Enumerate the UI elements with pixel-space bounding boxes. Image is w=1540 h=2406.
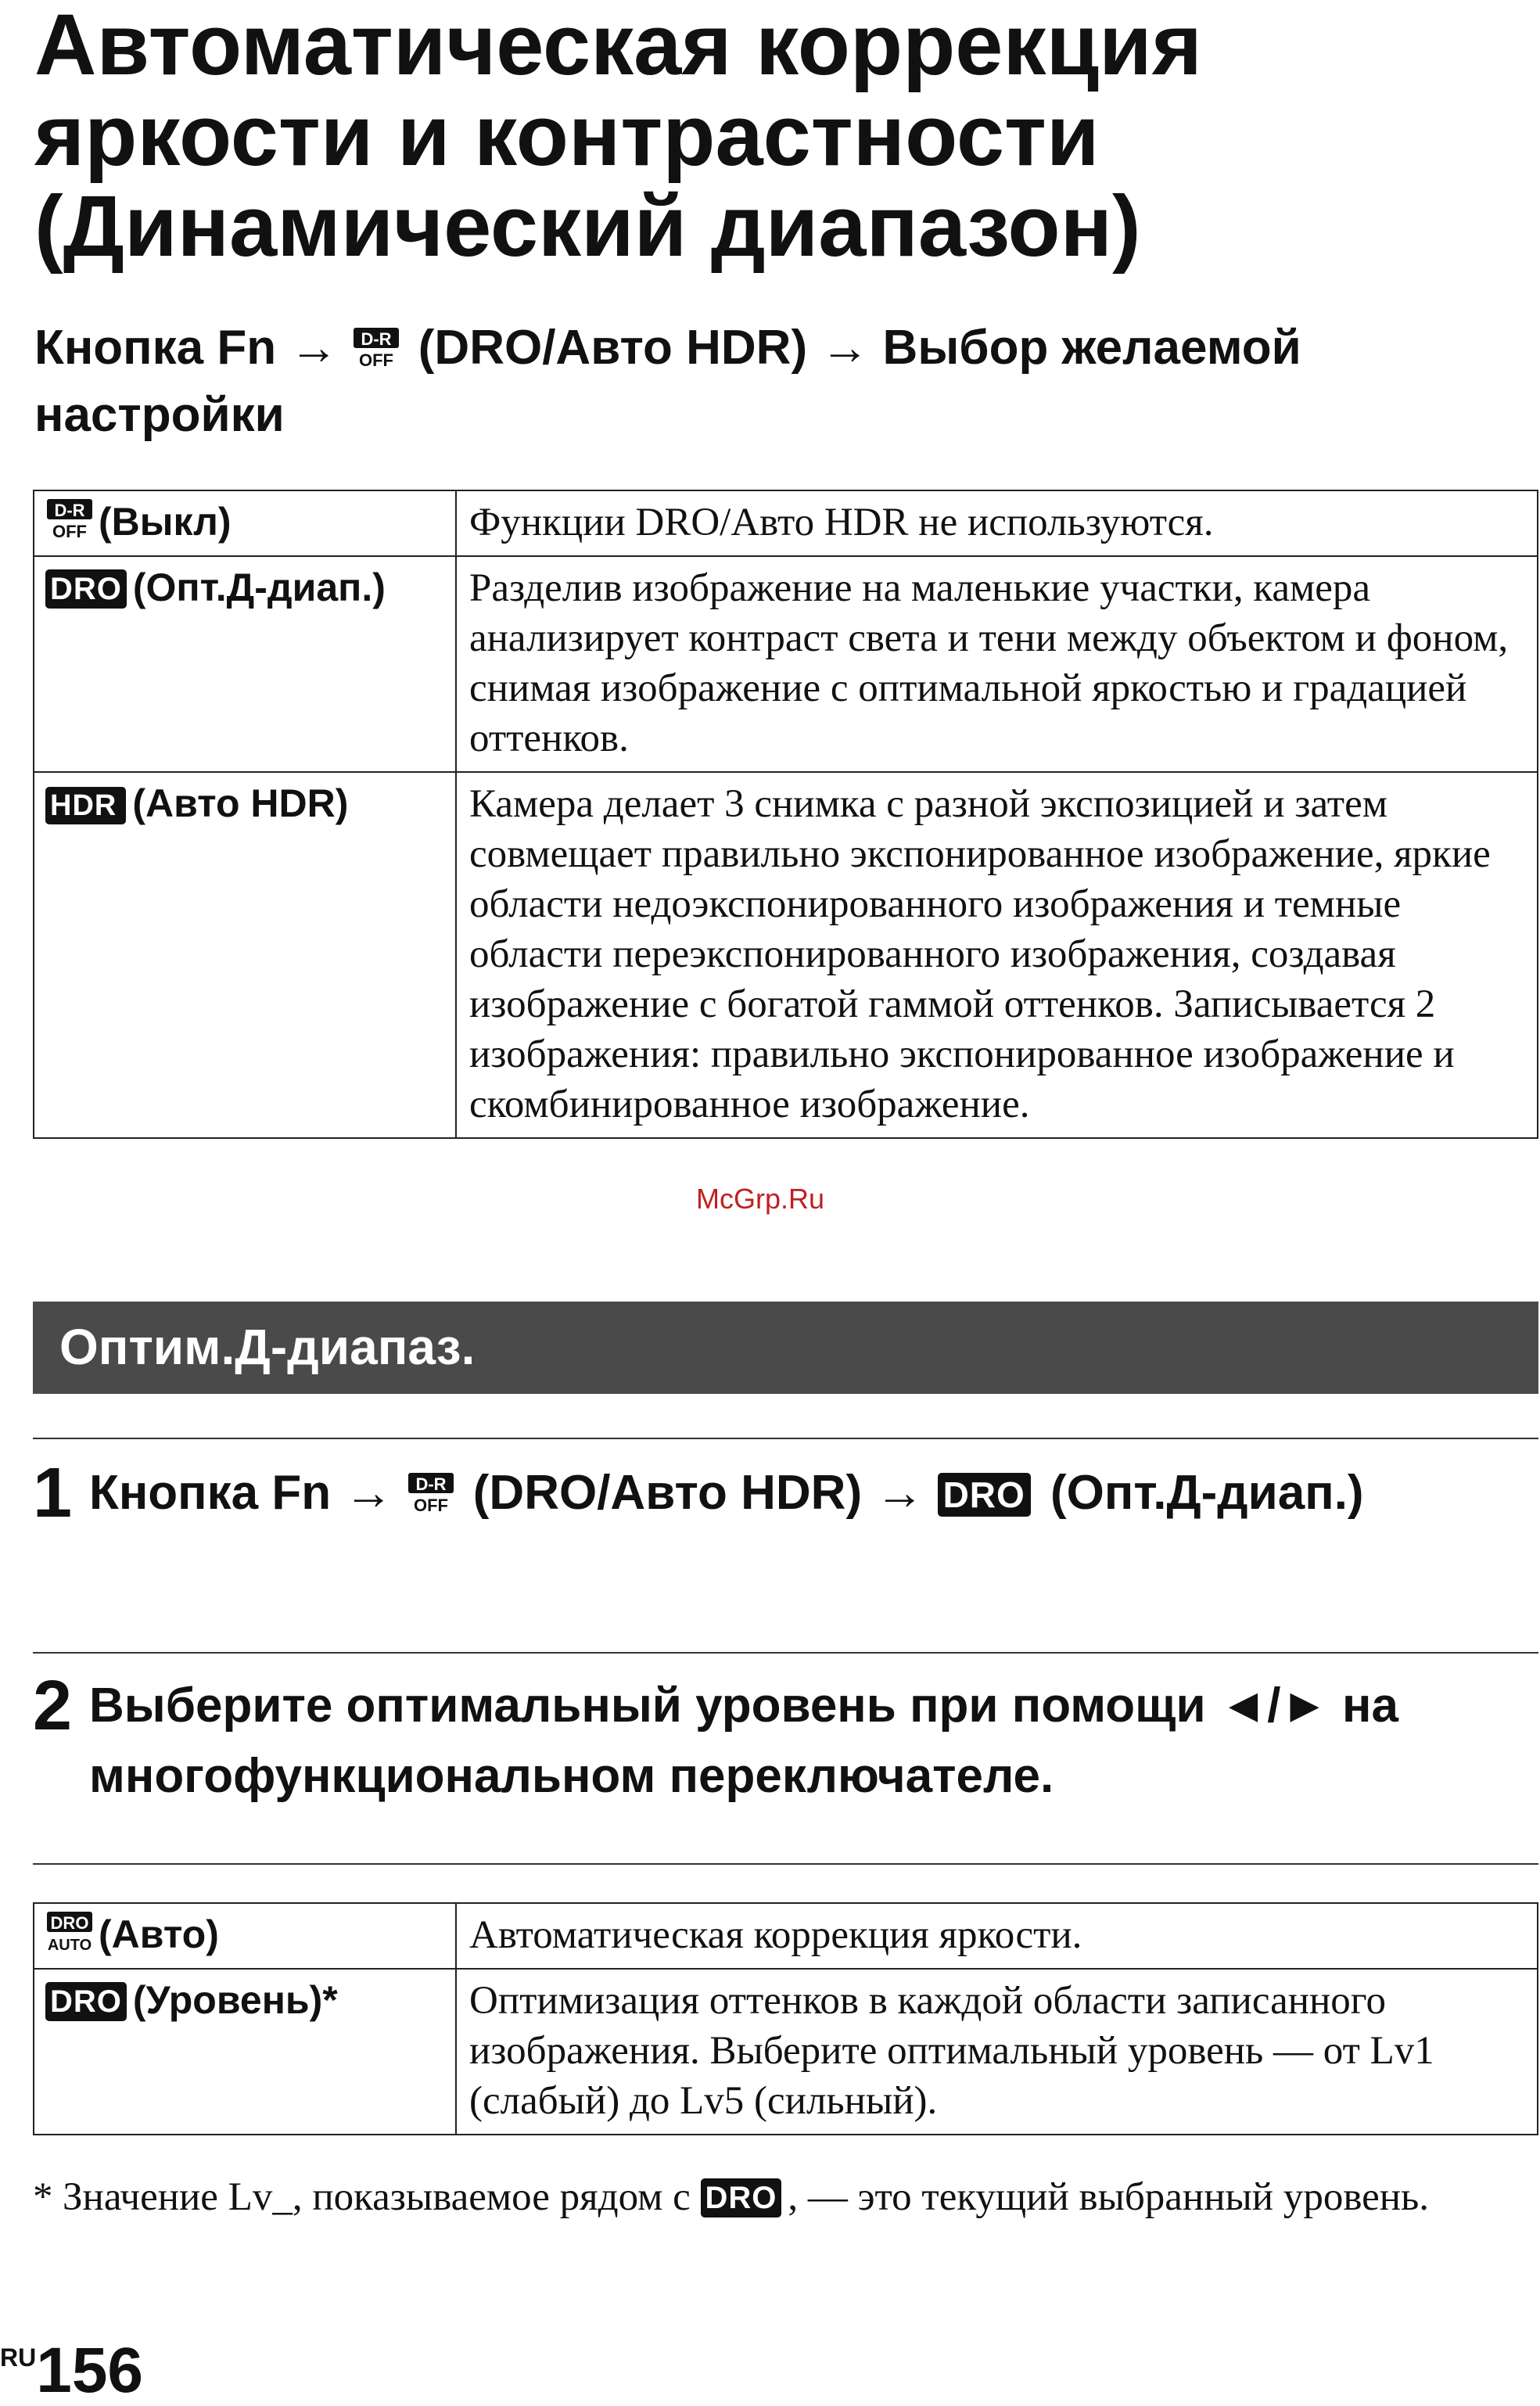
option-description: Оптимизация оттенков в каждой области записанного изображения. Выберите оптимальный уровень — от Lv1 (слабый) до Lv5 (сильный). [456, 1969, 1538, 2135]
section-title: Оптим.Д-диапаз. [59, 1319, 476, 1375]
dro-icon: DRO [45, 1982, 127, 2021]
dro-hdr-options-table [33, 490, 1538, 1139]
option-label-level [34, 1969, 456, 2135]
menu-path-part1: Кнопка Fn → [34, 321, 352, 375]
footnote [33, 2169, 1527, 2225]
option-label-text: (Авто) [99, 1912, 219, 1956]
option-label-hdr [34, 772, 456, 1138]
page-number [0, 2335, 144, 2406]
option-description: Автоматическая коррекция яркости. [456, 1903, 1538, 1969]
svg-text:OFF: OFF [52, 522, 87, 540]
dro-auto-icon [45, 1910, 94, 1952]
table-row [34, 556, 1538, 772]
dro-off-icon [45, 497, 94, 540]
step-1-part3: (Опт.Д-диап.) [1036, 1466, 1364, 1520]
footnote-part2: , — это текущий выбранный уровень. [788, 2175, 1430, 2219]
step-2-text: Выберите оптимальный уровень при помощи ◄/► на многофункциональном переключателе. [89, 1679, 1398, 1803]
divider [33, 1652, 1538, 1654]
step-number: 1 [33, 1454, 73, 1532]
footnote-part1: Значение Lv_, показываемое рядом с [63, 2175, 701, 2219]
table-row [34, 1969, 1538, 2135]
option-description: Разделив изображение на маленькие участки, камера анализирует контраст света и тени между объектом и фоном, снимая изображение с оптимальной яркостью и градацией оттенков. [456, 556, 1538, 772]
menu-path-part2: (DRO/Авто HDR) → Выбор желаемой настройки [34, 321, 1301, 442]
svg-text:AUTO: AUTO [47, 1937, 92, 1952]
table-row [34, 490, 1538, 556]
option-label-off [34, 490, 456, 556]
footnote-marker: * [33, 2175, 53, 2219]
dro-off-icon [407, 1471, 455, 1514]
page-number-value: 156 [36, 2335, 144, 2406]
step-1-text [89, 1458, 1528, 1528]
option-label-dro [34, 556, 456, 772]
table-row [34, 1903, 1538, 1969]
hdr-icon: HDR [45, 787, 126, 824]
step-1-part2: (DRO/Авто HDR) → [459, 1466, 938, 1520]
option-label-text: (Выкл) [99, 500, 232, 544]
option-label-auto [34, 1903, 456, 1969]
dro-icon: DRO [938, 1473, 1031, 1517]
step-1-part1: Кнопка Fn → [89, 1466, 407, 1520]
option-label-text: (Уровень)* [132, 1978, 338, 2022]
dro-icon: DRO [701, 2178, 782, 2217]
watermark: McGrp.Ru [696, 1183, 825, 1215]
svg-text:D-R: D-R [415, 1474, 447, 1494]
table-row [34, 772, 1538, 1138]
svg-text:OFF: OFF [358, 350, 393, 368]
svg-text:OFF: OFF [413, 1496, 448, 1514]
option-description: Камера делает 3 снимка с разной экспозицией и затем совмещает правильно экспонированное изображение, яркие области недоэкспонированного изображения и темные области переэкспонированного изображения, создавая изображение с богатой гаммой оттенков. Записывается 2 изображения: правильно экспонированное изображение и скомбинированное изображение. [456, 772, 1538, 1138]
dro-off-icon [352, 326, 400, 368]
option-description: Функции DRO/Авто HDR не используются. [456, 490, 1538, 556]
menu-path-heading [34, 314, 1520, 449]
page-title: Автоматическая коррекция яркости и контрастности (Динамический диапазон) [34, 0, 1202, 275]
svg-text:D-R: D-R [360, 329, 392, 349]
divider [33, 1438, 1538, 1439]
section-header-bar [33, 1302, 1538, 1394]
divider [33, 1863, 1538, 1865]
svg-text:D-R: D-R [54, 501, 85, 520]
option-label-text: (Авто HDR) [132, 781, 349, 825]
dro-level-options-table [33, 1902, 1538, 2135]
option-label-text: (Опт.Д-диап.) [132, 566, 386, 609]
step-number: 2 [33, 1667, 73, 1745]
dro-icon: DRO [45, 569, 127, 609]
page-language-code: RU [0, 2343, 37, 2372]
svg-text:DRO: DRO [50, 1913, 89, 1933]
